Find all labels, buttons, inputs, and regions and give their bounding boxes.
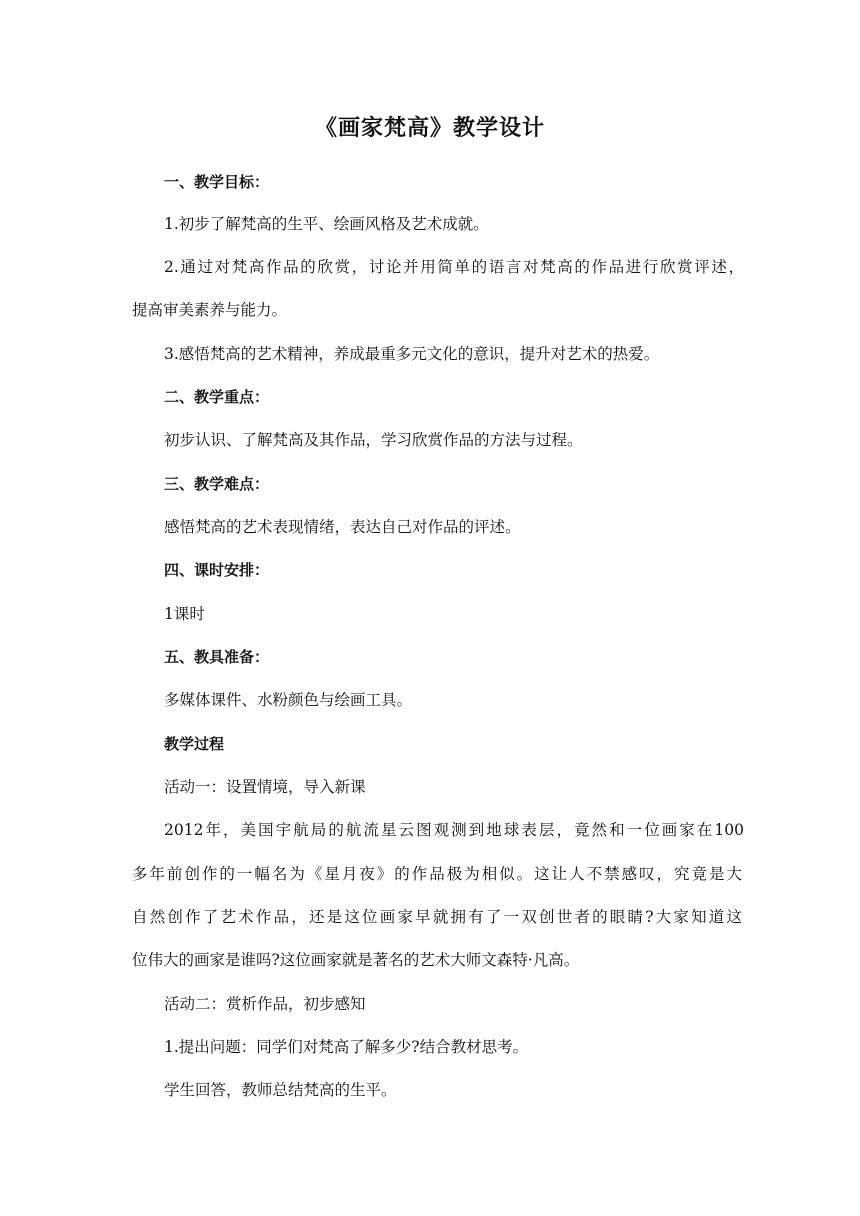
activity-2-answer: 学生回答，教师总结梵高的生平。 [164,1081,397,1099]
activity-1-heading: 活动一：设置情境，导入新课 [164,778,366,796]
objective-3: 3.感悟梵高的艺术精神，养成最重多元文化的意识，提升对艺术的热爱。 [164,345,660,363]
key-points-text: 初步认识、了解梵高及其作品，学习欣赏作品的方法与过程。 [164,431,583,449]
activity-1-paragraph-line-4: 位伟大的画家是谁吗?这位画家就是著名的艺术大师文森特·凡高。 [132,951,580,969]
section-heading-key-points: 二、教学重点： [164,388,270,406]
schedule-text: 1课时 [164,605,205,623]
activity-2-heading: 活动二：赏析作品，初步感知 [164,995,366,1013]
activity-1-paragraph-line-1: 2012年，美国宇航局的航流星云图观测到地球表层，竟然和一位画家在100 [164,821,744,839]
activity-1-paragraph-line-3: 自然创作了艺术作品，还是这位画家早就拥有了一双创世者的眼睛?大家知道这 [132,908,742,926]
objective-2-line-1: 2.通过对梵高作品的欣赏，讨论并用简单的语言对梵高的作品进行欣赏评述， [164,258,744,276]
objective-1: 1.初步了解梵高的生平、绘画风格及艺术成就。 [164,215,489,233]
activity-1-paragraph-line-2: 多年前创作的一幅名为《星月夜》的作品极为相似。这让人不禁感叹，究竟是大 [132,865,742,883]
objective-2-line-2: 提高审美素养与能力。 [132,301,288,319]
document-title: 《画家梵高》教学设计 [314,116,545,141]
activity-2-question: 1.提出问题：同学们对梵高了解多少?结合教材思考。 [164,1038,529,1056]
section-heading-difficulties: 三、教学难点： [164,475,270,493]
section-heading-process: 教学过程 [164,735,225,753]
difficulties-text: 感悟梵高的艺术表现情绪，表达自己对作品的评述。 [164,518,521,536]
section-heading-objectives: 一、教学目标： [164,173,270,191]
section-heading-schedule: 四、课时安排： [164,561,270,579]
section-heading-materials: 五、教具准备： [164,648,270,666]
materials-text: 多媒体课件、水粉颜色与绘画工具。 [164,691,413,709]
